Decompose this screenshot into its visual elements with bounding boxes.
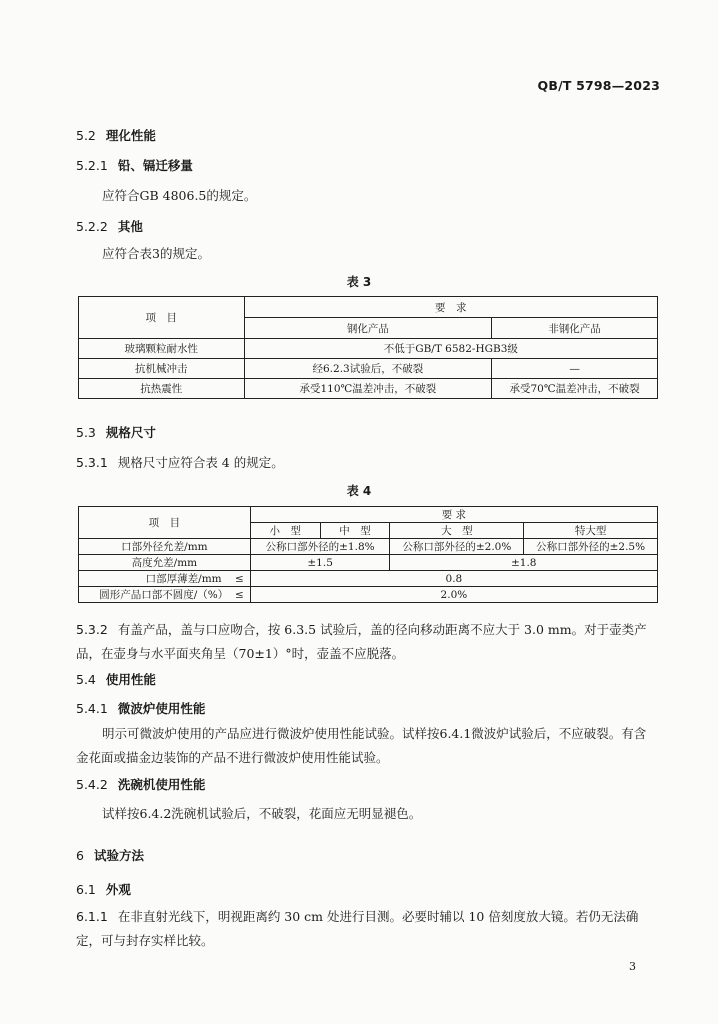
section-number: 5.2.1 (76, 158, 108, 173)
table-cell: 2.0% (250, 587, 657, 603)
paragraph-line: 定，可与封存实样比较。 (76, 933, 214, 948)
table-4-caption: 表 4 (346, 484, 372, 498)
le-symbol: ≤ (234, 589, 244, 601)
table-header-size: 大 型 (390, 523, 524, 539)
table-cell: — (492, 359, 658, 379)
section-title: 洗碗机使用性能 (117, 777, 206, 792)
paragraph-line: 金花面或描金边装饰的产品不进行微波炉使用性能试验。 (76, 750, 389, 765)
table-cell (79, 587, 251, 603)
section-title: 微波炉使用性能 (117, 701, 206, 716)
paragraph-5-3-1 (76, 453, 284, 471)
paragraph-5-2-1: 应符合GB 4806.5的规定。 (102, 188, 257, 203)
table-row (79, 587, 658, 603)
heading-5-4-2 (76, 775, 205, 793)
heading-5-4-1 (76, 699, 205, 717)
heading-5-2-1 (76, 156, 193, 174)
heading-6 (76, 846, 144, 864)
heading-5-4 (76, 670, 156, 688)
table-row (79, 571, 658, 587)
table-header-size: 特大型 (524, 523, 658, 539)
standard-number: QB/T 5798—2023 (537, 78, 660, 93)
table-cell: 公称口部外径的±1.8% (250, 539, 390, 555)
table-cell: 不低于GB/T 6582-HGB3级 (244, 339, 657, 359)
table-row (79, 379, 658, 399)
section-title: 铅、镉迁移量 (117, 158, 193, 173)
table-cell: 经6.2.3试验后，不破裂 (244, 359, 492, 379)
section-title: 使用性能 (105, 672, 156, 687)
paragraph-5-2-2: 应符合表3的规定。 (102, 246, 210, 261)
heading-6-1 (76, 880, 131, 898)
table-cell: 承受70℃温差冲击，不破裂 (492, 379, 658, 399)
le-symbol: ≤ (234, 573, 244, 585)
table-cell: 公称口部外径的±2.5% (524, 539, 658, 555)
paragraph-5-3-2 (76, 618, 658, 666)
paragraph-6-1-1 (76, 905, 658, 953)
paragraph-line: 在非直射光线下，明视距离约 30 cm 处进行目测。必要时辅以 10 倍刻度放大镜。若仍无法确 (117, 909, 639, 924)
section-title: 试验方法 (93, 848, 144, 863)
table-cell: 口部外径允差/mm (79, 539, 251, 555)
heading-5-3 (76, 423, 156, 441)
paragraph-text: 规格尺寸应符合表 4 的规定。 (117, 455, 284, 470)
page-number: 3 (629, 960, 636, 973)
table-cell: 0.8 (250, 571, 657, 587)
table-cell: 承受110℃温差冲击，不破裂 (244, 379, 492, 399)
paragraph-line: 明示可微波炉使用的产品应进行微波炉使用性能试验。试样按6.4.1微波炉试验后，不应破裂。有含 (102, 726, 647, 741)
table-header-item: 项 目 (79, 297, 245, 339)
table-cell: 公称口部外径的±2.0% (390, 539, 524, 555)
section-number: 5.3.1 (76, 455, 108, 470)
table-row (79, 359, 658, 379)
table-cell: 玻璃颗粒耐水性 (79, 339, 245, 359)
table-cell: 高度允差/mm (79, 555, 251, 571)
table-header-requirement: 要 求 (250, 507, 657, 523)
section-number: 5.4.2 (76, 777, 108, 792)
table-header-item: 项 目 (79, 507, 251, 539)
table-header-size: 小 型 (250, 523, 320, 539)
section-title: 规格尺寸 (105, 425, 156, 440)
paragraph-5-4-1 (76, 722, 658, 770)
table-3 (78, 296, 658, 399)
section-title: 其他 (117, 219, 143, 234)
item-label: 圆形产品口部不圆度/（%） (99, 589, 229, 601)
table-row (79, 339, 658, 359)
table-cell (79, 571, 251, 587)
section-number: 5.2 (76, 128, 96, 143)
section-number: 6.1 (76, 882, 96, 897)
heading-5-2 (76, 126, 156, 144)
table-header-size: 中 型 (320, 523, 390, 539)
section-number: 5.2.2 (76, 219, 108, 234)
section-number: 5.3.2 (76, 622, 108, 637)
table-header-requirement: 要 求 (244, 297, 657, 318)
table-cell: 抗热震性 (79, 379, 245, 399)
section-number: 6 (76, 848, 84, 863)
paragraph-line: 有盖产品，盖与口应吻合，按 6.3.5 试验后，盖的径向移动距离不应大于 3.0 mm。对于壶类产 (117, 622, 647, 637)
table-cell: ±1.8 (390, 555, 658, 571)
table-3-caption: 表 3 (346, 275, 372, 289)
section-title: 理化性能 (105, 128, 156, 143)
table-header-non-tempered: 非钢化产品 (492, 318, 658, 339)
section-number: 5.4.1 (76, 701, 108, 716)
section-number: 6.1.1 (76, 909, 108, 924)
section-number: 5.3 (76, 425, 96, 440)
table-row (79, 539, 658, 555)
section-title: 外观 (105, 882, 131, 897)
table-header-tempered: 钢化产品 (244, 318, 492, 339)
item-label: 口部厚薄差/mm (145, 573, 222, 585)
table-cell: ±1.5 (250, 555, 390, 571)
table-cell: 抗机械冲击 (79, 359, 245, 379)
table-4 (78, 506, 658, 603)
paragraph-line: 品，在壶身与水平面夹角呈（70±1）°时，壶盖不应脱落。 (76, 646, 405, 661)
section-number: 5.4 (76, 672, 96, 687)
paragraph-5-4-2: 试样按6.4.2洗碗机试验后，不破裂，花面应无明显褪色。 (102, 806, 422, 821)
heading-5-2-2 (76, 217, 143, 235)
table-row (79, 555, 658, 571)
